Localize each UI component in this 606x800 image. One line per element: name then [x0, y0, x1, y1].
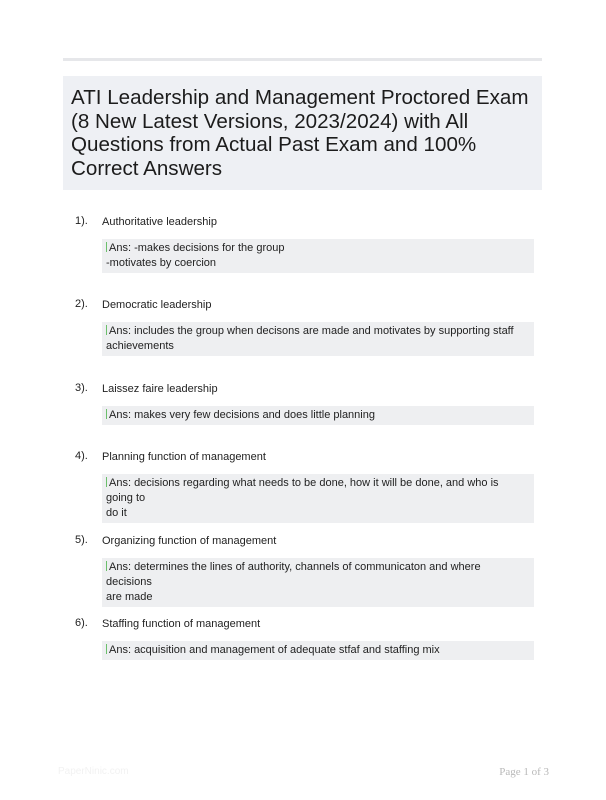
question-text: Democratic leadership: [102, 299, 212, 311]
answer-line: do it: [106, 507, 127, 519]
answer-line: Ans: -makes decisions for the group: [106, 241, 526, 256]
answer-marker-icon: [106, 409, 107, 419]
answer-box: [102, 641, 534, 660]
answer-box: [102, 322, 534, 356]
question-text: Staffing function of management: [102, 618, 261, 630]
question-text: Laissez faire leadership: [102, 383, 218, 395]
answer-line: -motivates by coercion: [106, 257, 217, 269]
answer-line: Ans: determines the lines of authority, channels of communicaton and where decisions: [106, 561, 484, 588]
answer-marker-icon: [106, 477, 107, 487]
answer-line: Ans: acquisition and management of adequate stfaf and staffing mix: [106, 643, 526, 658]
question-number: 4).: [75, 450, 88, 462]
title-banner: [63, 76, 542, 190]
answer-marker-icon: [106, 644, 107, 654]
answer-line: Ans: includes the group when decisons are made and motivates by supporting staff: [106, 324, 526, 339]
answer-line: Ans: decisions regarding what needs to be done, how it will be done, and who is going to: [106, 477, 502, 504]
answer-line: Ans: makes very few decisions and does little planning: [106, 408, 526, 423]
answer-marker-icon: [106, 242, 107, 252]
page-number: Page 1 of 3: [499, 766, 549, 778]
answer-line: are made: [106, 591, 153, 603]
question-text: Organizing function of management: [102, 535, 277, 547]
question-number: 3).: [75, 382, 88, 394]
answer-marker-icon: [106, 325, 107, 335]
question-text: Planning function of management: [102, 451, 266, 463]
answer-marker-icon: [106, 561, 107, 571]
question-text: Authoritative leadership: [102, 216, 217, 228]
answer-box: [102, 558, 534, 607]
question-number: 6).: [75, 617, 88, 629]
answer-box: [102, 239, 534, 273]
answer-line: achievements: [106, 340, 174, 352]
footer-watermark: PaperNinic.com: [58, 766, 129, 777]
answer-box: [102, 474, 534, 523]
page-title: ATI Leadership and Management Proctored Exam (8 New Latest Versions, 2023/2024) with All Questions from Actual Past Exam and 100% Correct Answers: [71, 86, 529, 180]
question-number: 5).: [75, 534, 88, 546]
top-divider: [63, 58, 542, 61]
answer-box: [102, 406, 534, 425]
question-number: 1).: [75, 215, 88, 227]
question-number: 2).: [75, 298, 88, 310]
